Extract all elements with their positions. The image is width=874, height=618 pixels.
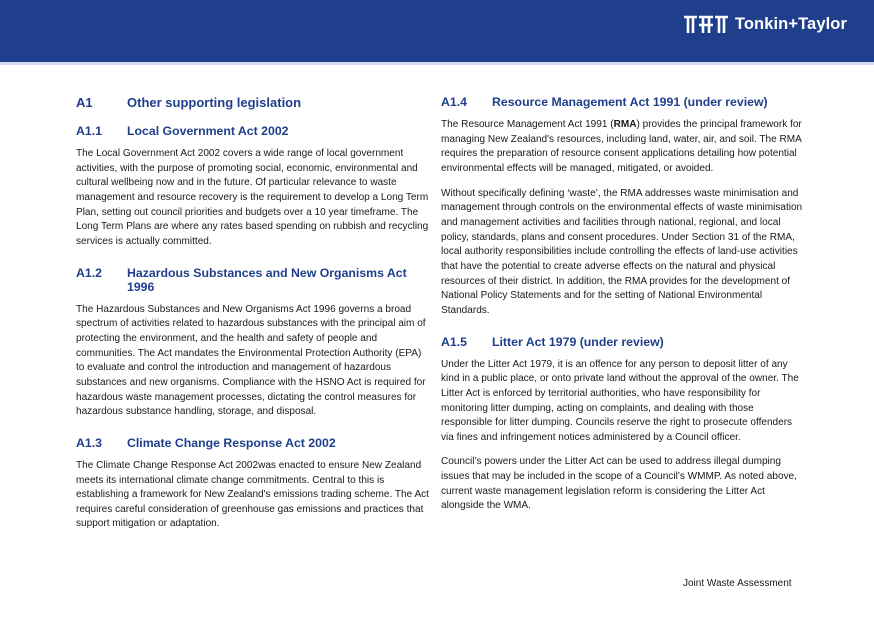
- section-heading-a1: [76, 95, 432, 110]
- subsection-number: A1.1: [76, 124, 102, 138]
- subsection-heading: [76, 124, 432, 138]
- subsection-heading: [76, 266, 432, 294]
- footer-doc-title: Joint Waste Assessment: [683, 578, 792, 589]
- paragraph: The Hazardous Substances and New Organisms Act 1996 governs a broad spectrum of activities related to hazardous substances with the principal aim of protecting the environment, and the health and safety of people and communities. The Act mandates the Environmental Protection Authority (EPA) to evaluate and control the introduction and management of hazardous substances and new organisms. Compliance with the HSNO Act is required for hazardous waste management processes, dictating the control measures for hazardous substance handling, storage, and disposal.: [76, 303, 426, 418]
- subsection-number: A1.3: [76, 435, 102, 450]
- subsection-number: A1.5: [441, 334, 467, 349]
- paragraph: The Local Government Act 2002 covers a wide range of local government activities, with the purpose of promoting social, economic, environmental and cultural wellbeing now and in the future. Of particular relevance to waste management and resource recovery is the requirement to develop a Long Term Plan, setting out council priorities and budgets over a 10 year timeframe. The Long Term Plans are where any rates based spending on rubbish and recycling services is actually committed.: [76, 148, 429, 247]
- paragraph: Without specifically defining ‘waste’, the RMA addresses waste minimisation and management through controls on the environmental effects of waste minimisation and management activities and facilities through national, regional, and local policy, standards, plans and consent procedures. Under Section 31 of the RMA, local authority responsibilities include controlling the effects of land-use activities that have the potential to create adverse effects on the natural and physical resources of their district. In addition, the RMA provides for the development of National Policy Statements and for the setting of National Environmental Standards.: [441, 187, 803, 316]
- section-number: A1: [76, 95, 93, 110]
- brand-name: Tonkin+Taylor: [734, 14, 847, 33]
- subsection-number: A1.4: [441, 95, 467, 109]
- subsection-title: Litter Act 1979 (under review): [492, 334, 664, 349]
- subsection-heading: [441, 335, 803, 349]
- subsection-title: Resource Management Act 1991 (under review): [492, 95, 768, 109]
- section-a1-3: [76, 436, 432, 532]
- subsection-number: A1.2: [76, 265, 102, 280]
- header-band: [0, 0, 874, 62]
- section-a1-4: [441, 95, 803, 319]
- subsection-title: Climate Change Response Act 2002: [127, 435, 336, 450]
- brand-logo: [683, 14, 847, 34]
- text-run: ) provides the principal framework for managing New Zealand's resources, including land, water, air, and soil. The RMA requires the preparation of resource consent applications detailing how potential environmental effects will be managed, mitigated, or avoided.: [441, 119, 802, 174]
- left-column: [76, 92, 432, 548]
- right-column: [441, 92, 803, 530]
- bold-term: RMA: [613, 119, 637, 130]
- section-a1-2: [76, 266, 432, 420]
- paragraph: Under the Litter Act 1979, it is an offence for any person to deposit litter of any kind in a public place, or onto private land without the approval of the owner. The Litter Act is enforced by territorial authorities, who have responsibility for monitoring litter dumping, acting on complaints, and dealing with those responsible for litter dumping. Councils reserve the right to prosecute offenders via fines and infringement notices administered by a Council officer.: [441, 358, 799, 443]
- tonkin-taylor-logo-icon: [683, 14, 729, 34]
- paragraph: [441, 118, 803, 177]
- subsection-title: Local Government Act 2002: [127, 124, 289, 138]
- paragraph: The Climate Change Response Act 2002was enacted to ensure New Zealand meets its international climate change commitments. Central to this is establishing a framework for New Zealand's emissions trading scheme. The Act requires careful consideration of greenhouse gas emissions and practices that support mitigation or adaptation.: [76, 459, 429, 530]
- paragraph: Council’s powers under the Litter Act can be used to address illegal dumping issues that may be included in the scope of a Council’s WMMP. As noted above, current waste management legislation reform is considering the Litter Act alongside the WMA.: [441, 456, 797, 512]
- subsection-title: Hazardous Substances and New Organisms Act 1996: [127, 265, 407, 294]
- section-a1-1: [76, 124, 432, 250]
- subsection-heading: [76, 436, 432, 450]
- text-run: The Resource Management Act 1991 (: [441, 119, 614, 130]
- section-title: Other supporting legislation: [127, 95, 302, 110]
- subsection-heading: [441, 95, 803, 109]
- section-a1-5: [441, 335, 803, 515]
